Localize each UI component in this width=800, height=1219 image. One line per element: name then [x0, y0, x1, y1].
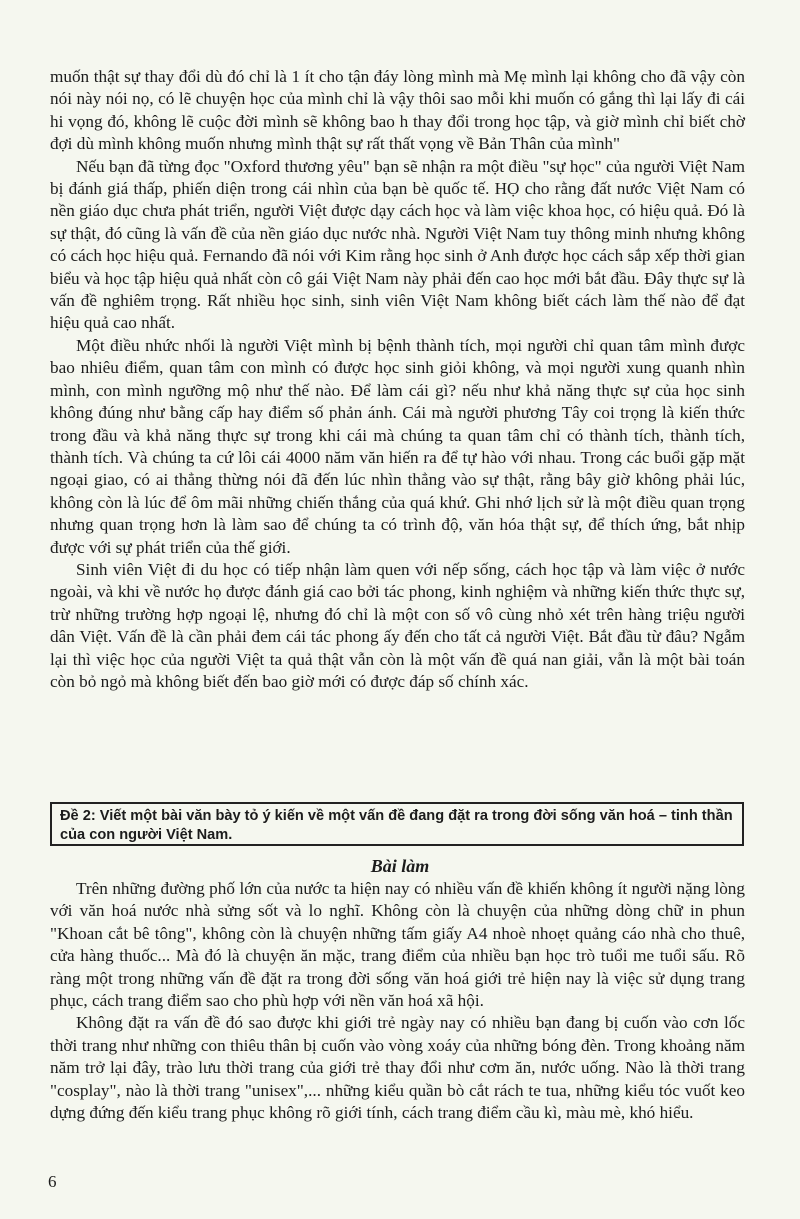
paragraph-achievement: Một điều nhức nhối là người Việt mình bị bệnh thành tích, mọi người chỉ quan tâm mình được bao nhiêu điểm, quan tâm con mình có được học sinh giỏi không, và mọi người xung quanh nhìn mình, con mình ngưỡng mộ như thế nào. Để làm cái gì? nếu như khả năng thực sự của học sinh không đúng như bằng cấp hay điểm số phản ánh. Cái mà người phương Tây coi trọng là kiến thức trong đầu và khả năng thực sự trong khi cái mà chúng ta quan tâm chỉ có thành tích, thành tích, thành tích. Và chúng ta cứ lôi cái 4000 năm văn hiến ra để tự hào với nhau. Trong các buổi gặp mặt ngoại giao, có ai thẳng thừng nói đã đến lúc nhìn thẳng vào sự thật, rằng bây giờ không phải lúc, không còn là lúc để ôm mãi những chiến thắng của quá khứ. Ghi nhớ lịch sử là một điều quan trọng nhưng quan trọng hơn là làm sao để chúng ta có trình độ, văn hóa thật sự, để thích ứng, bắt nhịp được với sự phát triển của thế giới. — [50, 335, 745, 557]
exercise-prompt-box: Đề 2: Viết một bài văn bày tỏ ý kiến về một vấn đề đang đặt ra trong đời sống văn hoá – tinh thần của con người Việt Nam. — [50, 802, 744, 846]
answer-heading: Bài làm — [370, 856, 430, 876]
paragraph-fashion: Không đặt ra vấn đề đó sao được khi giới trẻ ngày nay có nhiều bạn đang bị cuốn vào cơn lốc thời trang như những con thiêu thân bị cuốn vào vòng xoáy của những bóng đèn. Trong khoảng năm năm trở lại đây, trào lưu thời trang của giới trẻ thay đổi như cơm ăn, nước uống. Nào là thời trang "cosplay", nào là thời trang "unisex",... những kiểu quần bò cắt rách te tua, những kiểu tóc vuốt keo dựng đứng đến kiểu trang phục không rõ giới tính, cách trang điểm cầu kì, màu mè, khó hiểu. — [50, 1013, 745, 1123]
section-one-text — [50, 66, 745, 693]
paragraph-oxford: Nếu bạn đã từng đọc "Oxford thương yêu" bạn sẽ nhận ra một điều "sự học" của người Việt Nam bị đánh giá thấp, phiến diện trong cái nhìn của bạn bè quốc tế. HỌ cho rằng đất nước Việt Nam có nền giáo dục chưa phát triển, người Việt được dạy cách học và làm việc khoa học, có hiệu quả. Đó là sự thật, đó cũng là vấn đề của nền giáo dục nước nhà. Người Việt Nam tuy thông minh nhưng không có cách học hiệu quả. Fernando đã nói với Kim rằng học sinh ở Anh được học cách sắp xếp thời gian biểu và học tập hiệu quả nhất còn cô gái Việt Nam này phải đến cao học mới bắt đầu. Đây thực sự là vấn đề nghiêm trọng. Rất nhiều học sinh, sinh viên Việt Nam không biết cách làm thế nào để đạt hiệu quả cao nhất. — [50, 156, 745, 333]
section-two-text — [50, 878, 745, 1124]
paragraph-quote-end: muốn thật sự thay đổi dù đó chỉ là 1 ít cho tận đáy lòng mình mà Mẹ mình lại không cho đã vậy còn nói này nói nọ, có lẽ chuyện học của mình chỉ là vậy thôi sao mỗi khi muốn có gắng thì lại lấy đi cái hi vọng đó, không lẽ cuộc đời mình sẽ không bao h thay đổi trong học tập, và giờ mình chỉ biết chờ đợi dù mình không muốn nhưng mình thật sự rất thất vọng về Bản Thân của mình" — [50, 67, 745, 154]
paragraph-streets: Trên những đường phố lớn của nước ta hiện nay có nhiều vấn đề khiến không ít người nặng lòng với văn hoá nước nhà sửng sốt và lo nghĩ. Không còn là chuyện của những dòng chữ in phun "Khoan cắt bê tông", không còn là chuyện những tấm giấy A4 nhoè nhoẹt quảng cáo nhà cho thuê, cửa hàng thuốc... Mà đó là chuyện ăn mặc, trang điểm của nhiều bạn học trò tuổi me tuổi sấu. Rõ ràng một trong những vấn đề đặt ra trong đời sống văn hoá giới trẻ hiện nay là việc sử dụng trang phục, cách trang điểm sao cho phù hợp với nền văn hoá xã hội. — [50, 879, 745, 1011]
page-number: 6 — [48, 1172, 57, 1191]
paragraph-study-abroad: Sinh viên Việt đi du học có tiếp nhận làm quen với nếp sống, cách học tập và làm việc ở nước ngoài, và khi về nước họ được đánh giá cao bởi tác phong, kinh nghiệm và những kiến thức thực sự, trừ những trường hợp ngoại lệ, nhưng đó chỉ là một con số vô cùng nhỏ xét trên hàng triệu người dân Việt. Vấn đề là cần phải đem cái tác phong ấy đến cho tất cả người Việt. Bắt đầu từ đâu? Ngẫm lại thì việc học của người Việt ta quả thật vẫn còn là một vấn đề quá nan giải, vẫn là một bài toán còn bỏ ngỏ mà không biết đến bao giờ mới có được đáp số chính xác. — [50, 559, 745, 691]
